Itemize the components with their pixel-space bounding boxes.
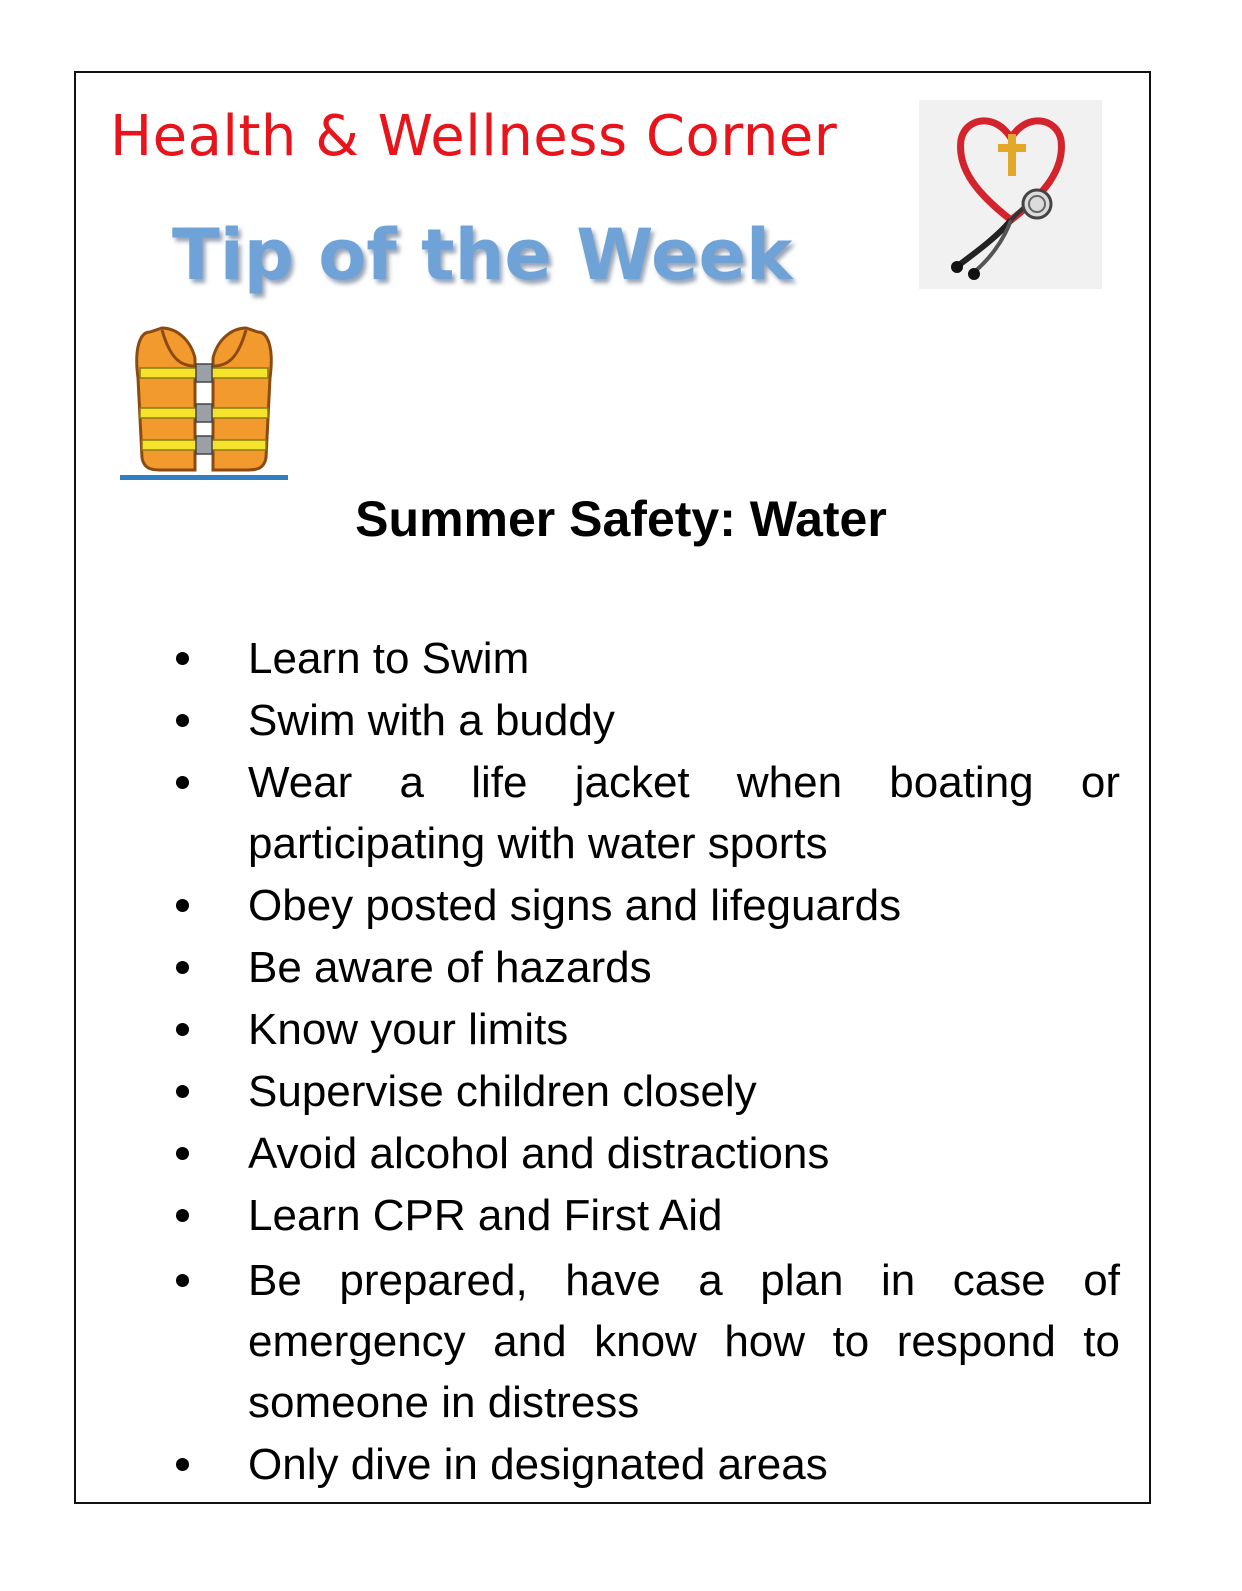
list-item: Be aware of hazards <box>170 937 1120 998</box>
bullet-icon <box>176 714 189 727</box>
bullet-icon <box>176 1085 189 1098</box>
bullet-icon <box>176 652 189 665</box>
list-item: Supervise children closely <box>170 1061 1120 1122</box>
list-item: Know your limits <box>170 999 1120 1060</box>
list-item: Wear a life jacket when boating or participating with water sports <box>170 752 1120 874</box>
bullet-icon <box>176 899 189 912</box>
bullet-icon <box>176 1274 189 1287</box>
header-title: Health & Wellness Corner <box>110 104 838 169</box>
bullet-icon <box>176 1458 189 1471</box>
bullet-icon <box>176 1209 189 1222</box>
tip-of-the-week-title: Tip of the Week <box>172 214 793 296</box>
list-item: Be prepared, have a plan in case of emergency and know how to respond to someone in distress <box>170 1250 1120 1433</box>
section-subtitle: Summer Safety: Water <box>355 491 887 547</box>
list-item: Learn to Swim <box>170 628 1120 689</box>
bullet-icon <box>176 1023 189 1036</box>
bullet-icon <box>176 776 189 789</box>
list-item: Swim with a buddy <box>170 690 1120 751</box>
heart-stethoscope-icon <box>919 100 1102 289</box>
list-item: Avoid alcohol and distractions <box>170 1123 1120 1184</box>
list-item: Only dive in designated areas <box>170 1434 1120 1495</box>
bullet-icon <box>176 961 189 974</box>
safety-tips-list <box>170 628 1120 1496</box>
list-item: Obey posted signs and lifeguards <box>170 875 1120 936</box>
life-jacket-icon <box>120 318 288 482</box>
bullet-icon <box>176 1147 189 1160</box>
list-item: Learn CPR and First Aid <box>170 1185 1120 1246</box>
